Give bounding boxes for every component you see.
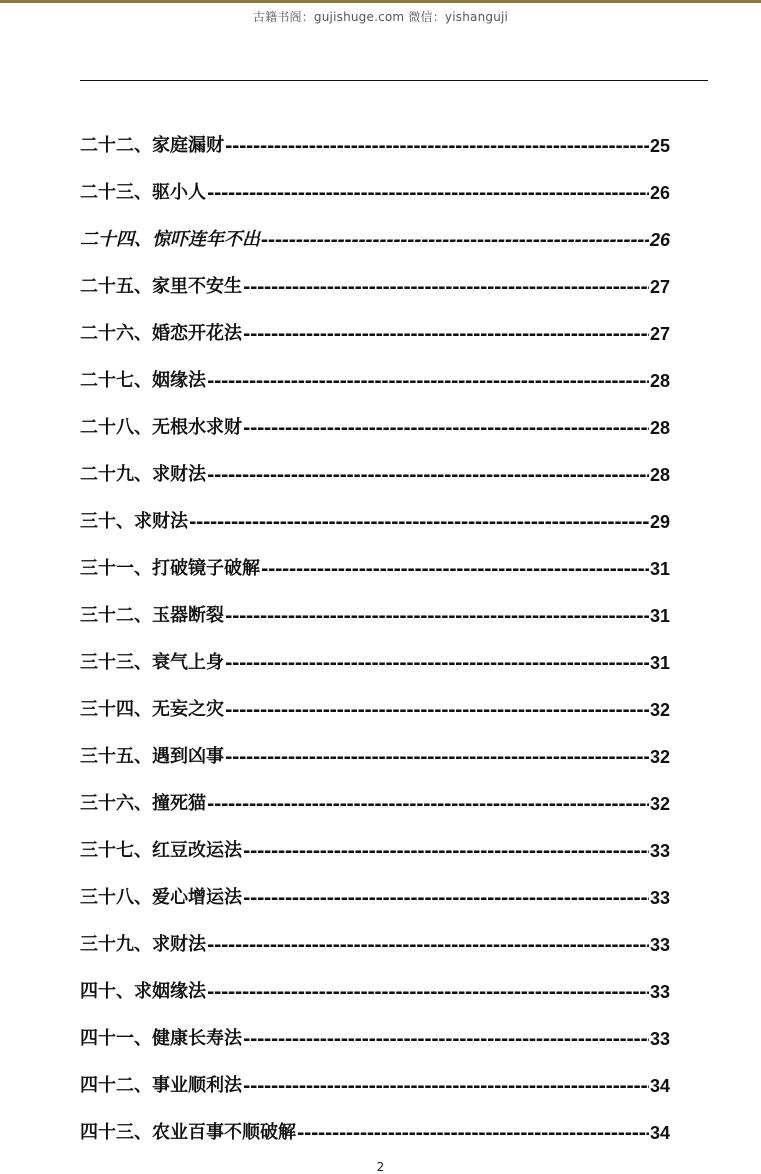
toc-entry[interactable] — [80, 486, 670, 533]
toc-entry-title: 二十六、婚恋开花法 — [80, 323, 242, 344]
toc-entry-title: 二十三、驱小人 — [80, 182, 206, 203]
toc-entry-title: 三十八、爱心增运法 — [80, 887, 242, 908]
toc-leader-dashes — [243, 841, 649, 862]
toc-entry[interactable] — [80, 956, 670, 1003]
toc-leader-dashes — [243, 1029, 649, 1050]
toc-entry[interactable] — [80, 110, 670, 157]
toc-entry-title: 二十七、姻缘法 — [80, 370, 206, 391]
toc-entry[interactable] — [80, 251, 670, 298]
toc-entry-page: 32 — [649, 747, 670, 767]
toc-entry-title: 三十九、求财法 — [80, 934, 206, 955]
toc-entry-page: 31 — [649, 653, 670, 673]
toc-entry-title: 三十三、衰气上身 — [80, 652, 224, 673]
toc-leader-dashes — [243, 324, 649, 345]
toc-entry-title: 二十四、惊吓连年不出 — [80, 229, 260, 250]
toc-entry-title: 四十一、健康长寿法 — [80, 1028, 242, 1049]
toc-entry-page: 33 — [649, 841, 670, 861]
table-of-contents — [80, 110, 670, 1144]
toc-entry-page: 27 — [649, 277, 670, 297]
toc-entry[interactable] — [80, 157, 670, 204]
toc-entry-title: 二十五、家里不安生 — [80, 276, 242, 297]
toc-entry[interactable] — [80, 627, 670, 674]
toc-entry-page: 33 — [649, 1029, 670, 1049]
toc-entry-page: 34 — [649, 1123, 670, 1143]
toc-leader-dashes — [261, 230, 649, 251]
toc-entry-title: 三十四、无妄之灾 — [80, 699, 224, 720]
toc-leader-dashes — [207, 183, 649, 204]
toc-entry-title: 二十九、求财法 — [80, 464, 206, 485]
toc-leader-dashes — [207, 371, 649, 392]
toc-entry-title: 三十七、红豆改运法 — [80, 840, 242, 861]
toc-entry[interactable] — [80, 909, 670, 956]
toc-entry-page: 28 — [649, 371, 670, 391]
toc-entry-page: 32 — [649, 700, 670, 720]
toc-entry[interactable] — [80, 204, 670, 251]
toc-entry[interactable] — [80, 439, 670, 486]
toc-leader-dashes — [243, 1076, 649, 1097]
toc-entry-page: 31 — [649, 606, 670, 626]
toc-entry-title: 三十五、遇到凶事 — [80, 746, 224, 767]
watermark-text: 古籍书阁：gujishuge.com 微信：yishanguji — [252, 10, 509, 24]
toc-entry-title: 三十、求财法 — [80, 511, 188, 532]
toc-leader-dashes — [243, 888, 649, 909]
toc-entry-title: 四十、求姻缘法 — [80, 981, 206, 1002]
toc-entry-page: 28 — [649, 465, 670, 485]
toc-leader-dashes — [243, 418, 649, 439]
toc-entry[interactable] — [80, 298, 670, 345]
toc-entry-title: 三十六、撞死猫 — [80, 793, 206, 814]
toc-entry-page: 29 — [649, 512, 670, 532]
toc-entry[interactable] — [80, 345, 670, 392]
toc-leader-dashes — [225, 653, 649, 674]
toc-entry-title: 四十三、农业百事不顺破解 — [80, 1122, 296, 1143]
toc-leader-dashes — [261, 559, 649, 580]
toc-entry[interactable] — [80, 768, 670, 815]
toc-entry[interactable] — [80, 580, 670, 627]
toc-leader-dashes — [225, 136, 649, 157]
toc-entry[interactable] — [80, 1050, 670, 1097]
page-number: 2 — [376, 1160, 385, 1174]
toc-entry-page: 33 — [649, 888, 670, 908]
toc-entry-page: 31 — [649, 559, 670, 579]
header-rule — [80, 80, 708, 81]
toc-entry-page: 28 — [649, 418, 670, 438]
toc-entry[interactable] — [80, 533, 670, 580]
toc-entry-page: 27 — [649, 324, 670, 344]
toc-entry[interactable] — [80, 815, 670, 862]
toc-entry-page: 33 — [649, 935, 670, 955]
toc-entry-title: 四十二、事业顺利法 — [80, 1075, 242, 1096]
toc-leader-dashes — [207, 982, 649, 1003]
toc-entry-title: 三十一、打破镜子破解 — [80, 558, 260, 579]
toc-leader-dashes — [207, 794, 649, 815]
toc-leader-dashes — [243, 277, 649, 298]
toc-entry[interactable] — [80, 721, 670, 768]
toc-leader-dashes — [225, 606, 649, 627]
toc-leader-dashes — [297, 1123, 649, 1144]
toc-entry[interactable] — [80, 674, 670, 721]
toc-entry-title: 二十二、家庭漏财 — [80, 135, 224, 156]
toc-entry[interactable] — [80, 862, 670, 909]
toc-entry[interactable] — [80, 1003, 670, 1050]
toc-entry-page: 34 — [649, 1076, 670, 1096]
toc-leader-dashes — [225, 700, 649, 721]
toc-leader-dashes — [189, 512, 649, 533]
toc-entry[interactable] — [80, 392, 670, 439]
toc-leader-dashes — [207, 935, 649, 956]
toc-leader-dashes — [207, 465, 649, 486]
toc-entry-page: 25 — [649, 136, 670, 156]
toc-entry-page: 32 — [649, 794, 670, 814]
toc-entry-page: 26 — [649, 230, 670, 250]
top-border — [0, 0, 761, 3]
toc-leader-dashes — [225, 747, 649, 768]
toc-entry-title: 三十二、玉器断裂 — [80, 605, 224, 626]
toc-entry-page: 33 — [649, 982, 670, 1002]
toc-entry[interactable] — [80, 1097, 670, 1144]
toc-entry-page: 26 — [649, 183, 670, 203]
toc-entry-title: 二十八、无根水求财 — [80, 417, 242, 438]
